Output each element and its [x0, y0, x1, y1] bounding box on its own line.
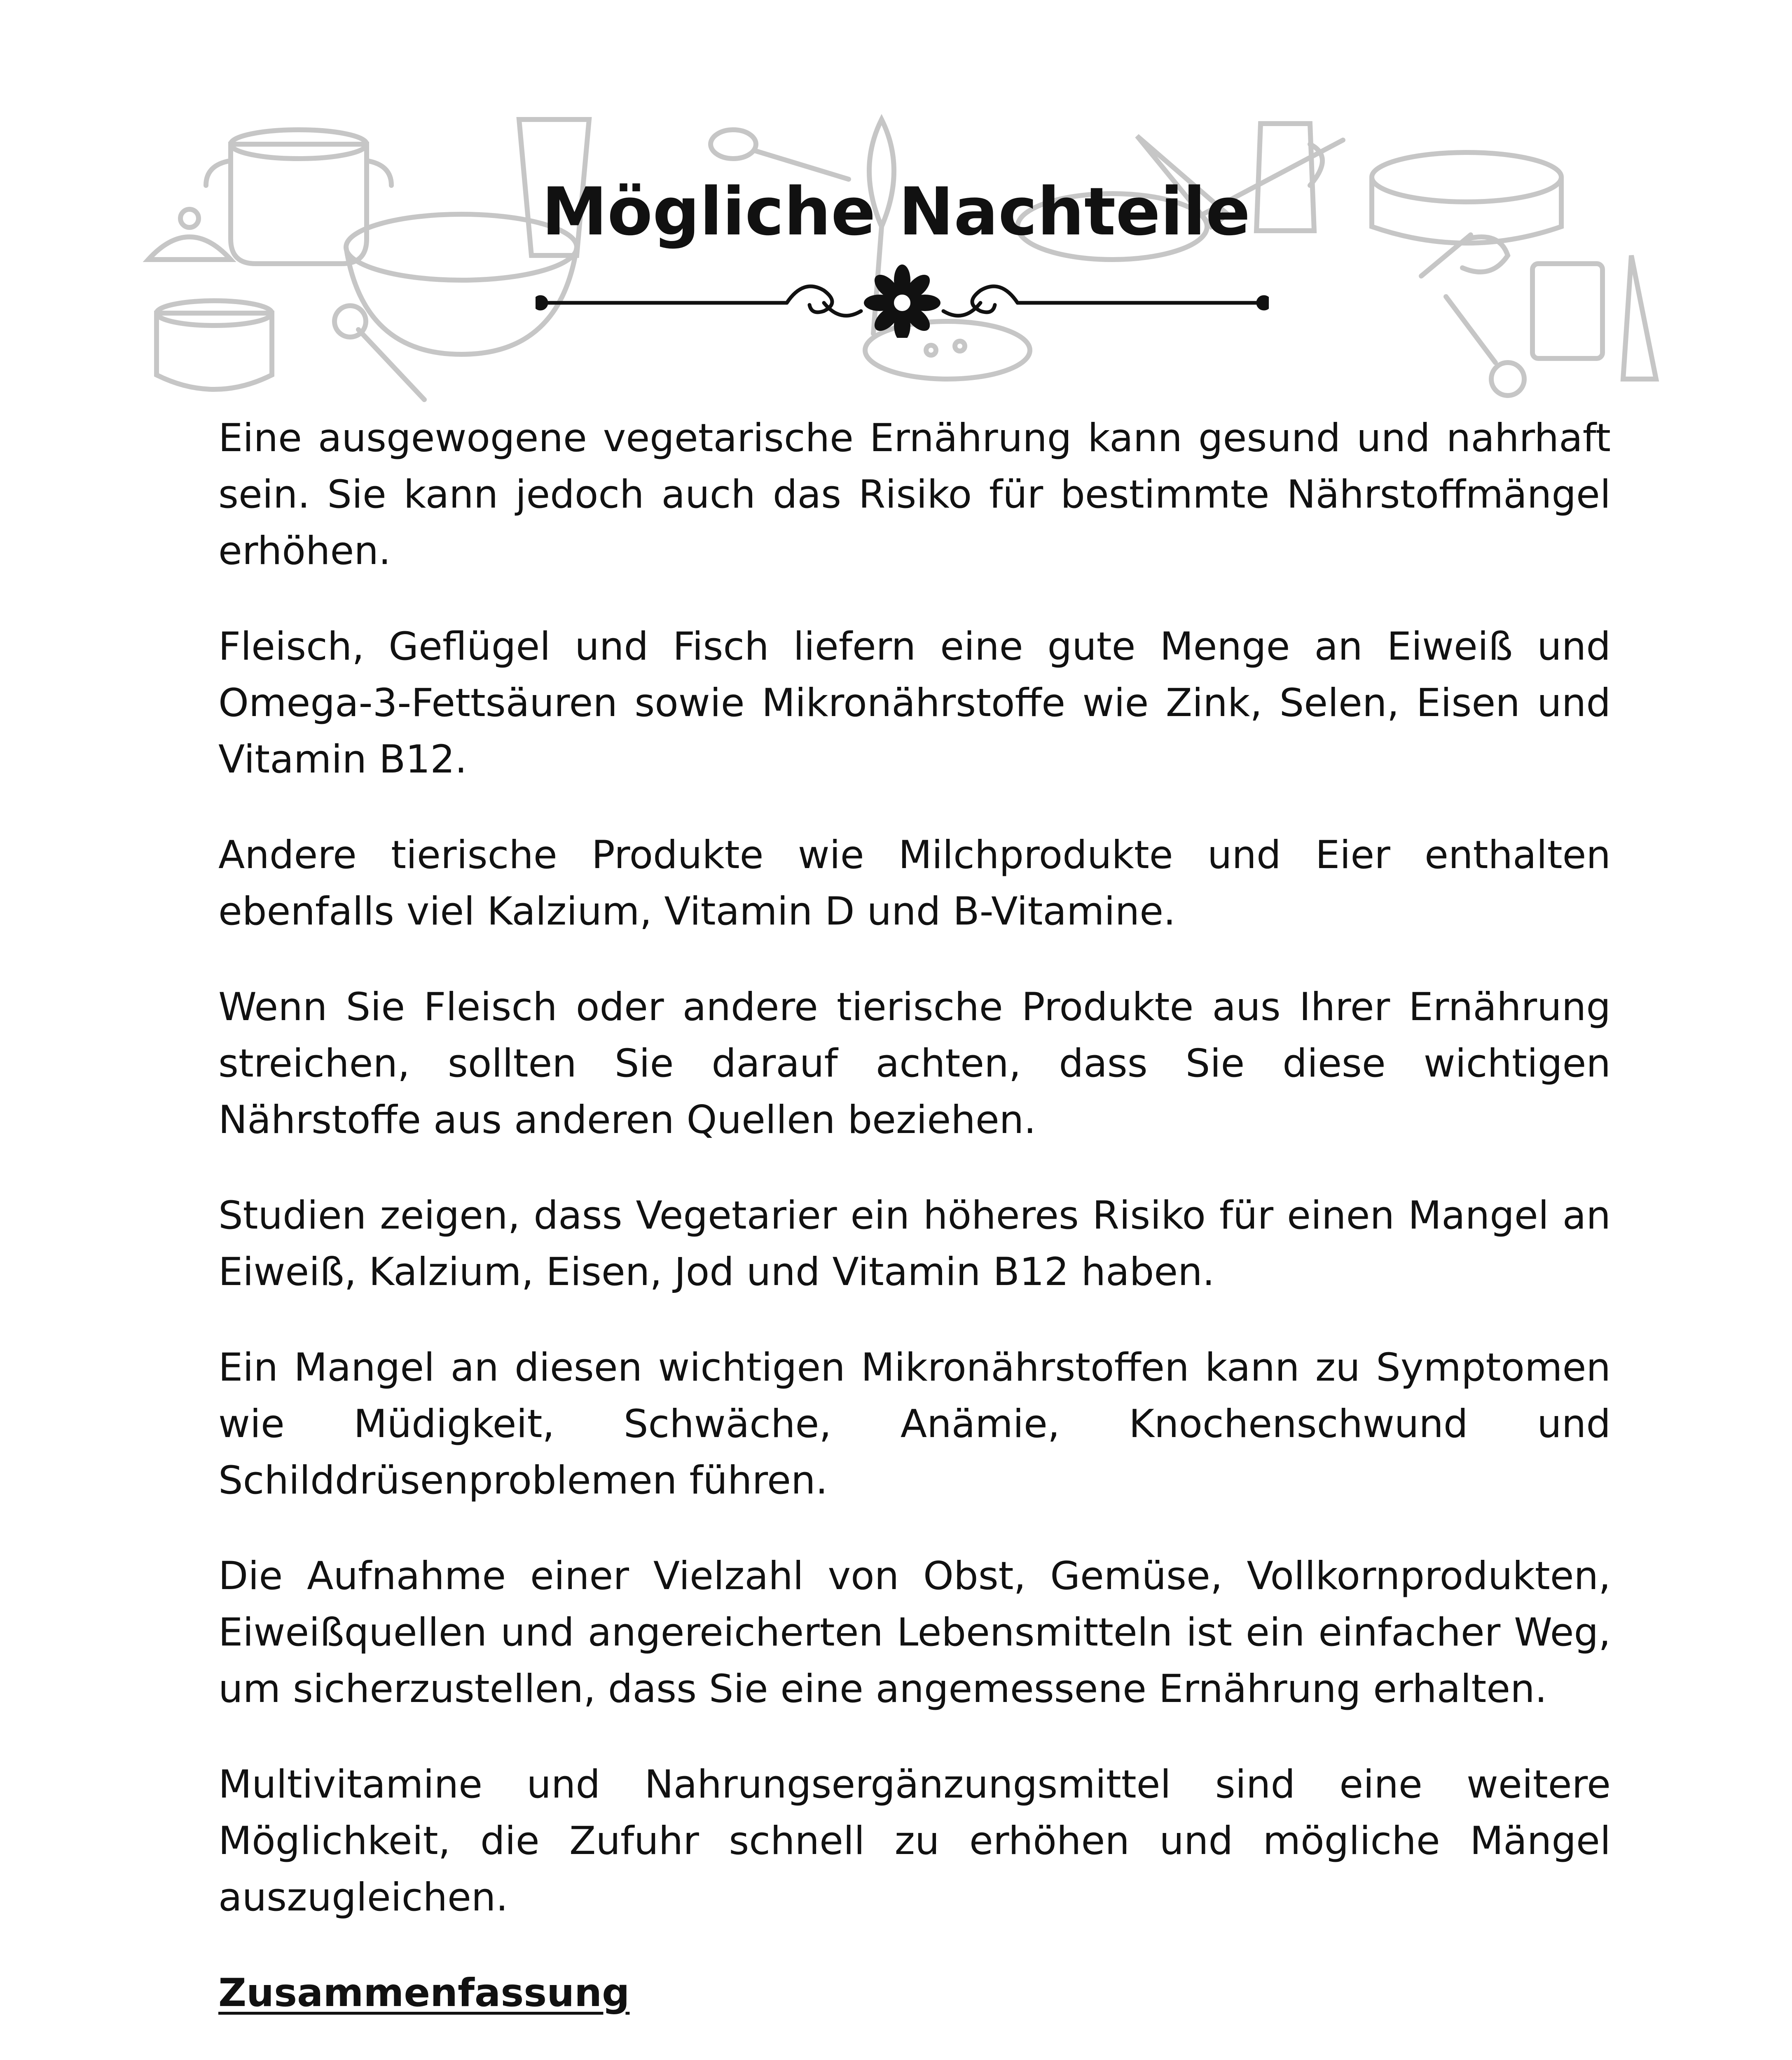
skimmer-icon — [1446, 297, 1524, 396]
summary-heading: Zusammenfassung — [218, 1971, 630, 2016]
ladle-icon — [335, 306, 424, 400]
title-divider-ornament — [536, 264, 1269, 338]
paragraph: Studien zeigen, dass Vegetarier ein höheres Risiko für einen Mangel an Eiweiß, Kalzium, Eisen, Jod und Vitamin B12 haben. — [218, 1193, 1611, 1295]
grater-icon — [1623, 255, 1656, 379]
flower-icon — [864, 265, 940, 338]
body-text — [218, 410, 1611, 2060]
paragraph: Wenn Sie Fleisch oder andere tierische Produkte aus Ihrer Ernährung streichen, sollten Sie darauf achten, dass Sie diese wichtigen Nährstoffe aus anderen Quellen beziehen. — [218, 985, 1611, 1142]
calculator-icon — [1532, 264, 1603, 358]
paragraph: Multivitamine und Nahrungsergänzungsmittel sind eine weitere Möglichkeit, die Zufuhr schnell zu erhöhen und mögliche Mängel auszugleichen. — [218, 1762, 1611, 1920]
small-pot-icon — [157, 301, 272, 389]
spoon-icon — [711, 130, 849, 179]
page-title: Mögliche Nachteile — [541, 173, 1251, 250]
paragraph: Fleisch, Geflügel und Fisch liefern eine gute Menge an Eiweiß und Omega-3-Fettsäuren sowie Mikronährstoffe wie Zink, Selen, Eisen und Vitamin B12. — [218, 624, 1611, 782]
paragraph: Ein Mangel an diesen wichtigen Mikronährstoffen kann zu Symptomen wie Müdigkeit, Schwäche, Anämie, Knochenschwund und Schilddrüsenproblemen führen. — [218, 1345, 1611, 1503]
paragraph: Andere tierische Produkte wie Milchprodukte und Eier enthalten ebenfalls viel Kalzium, Vitamin D und B-Vitamine. — [218, 833, 1611, 934]
paragraph: Die Aufnahme einer Vielzahl von Obst, Gemüse, Vollkornprodukten, Eiweißquellen und angereicherten Lebensmitteln ist ein einfacher Weg, um sicherzustellen, dass Sie eine angemessene Ernährung erhalten. — [218, 1554, 1611, 1711]
paragraph: Eine ausgewogene vegetarische Ernährung kann gesund und nahrhaft sein. Sie kann jedoch auch das Risiko für bestimmte Nährstoffmängel erhöhen. — [218, 416, 1611, 574]
